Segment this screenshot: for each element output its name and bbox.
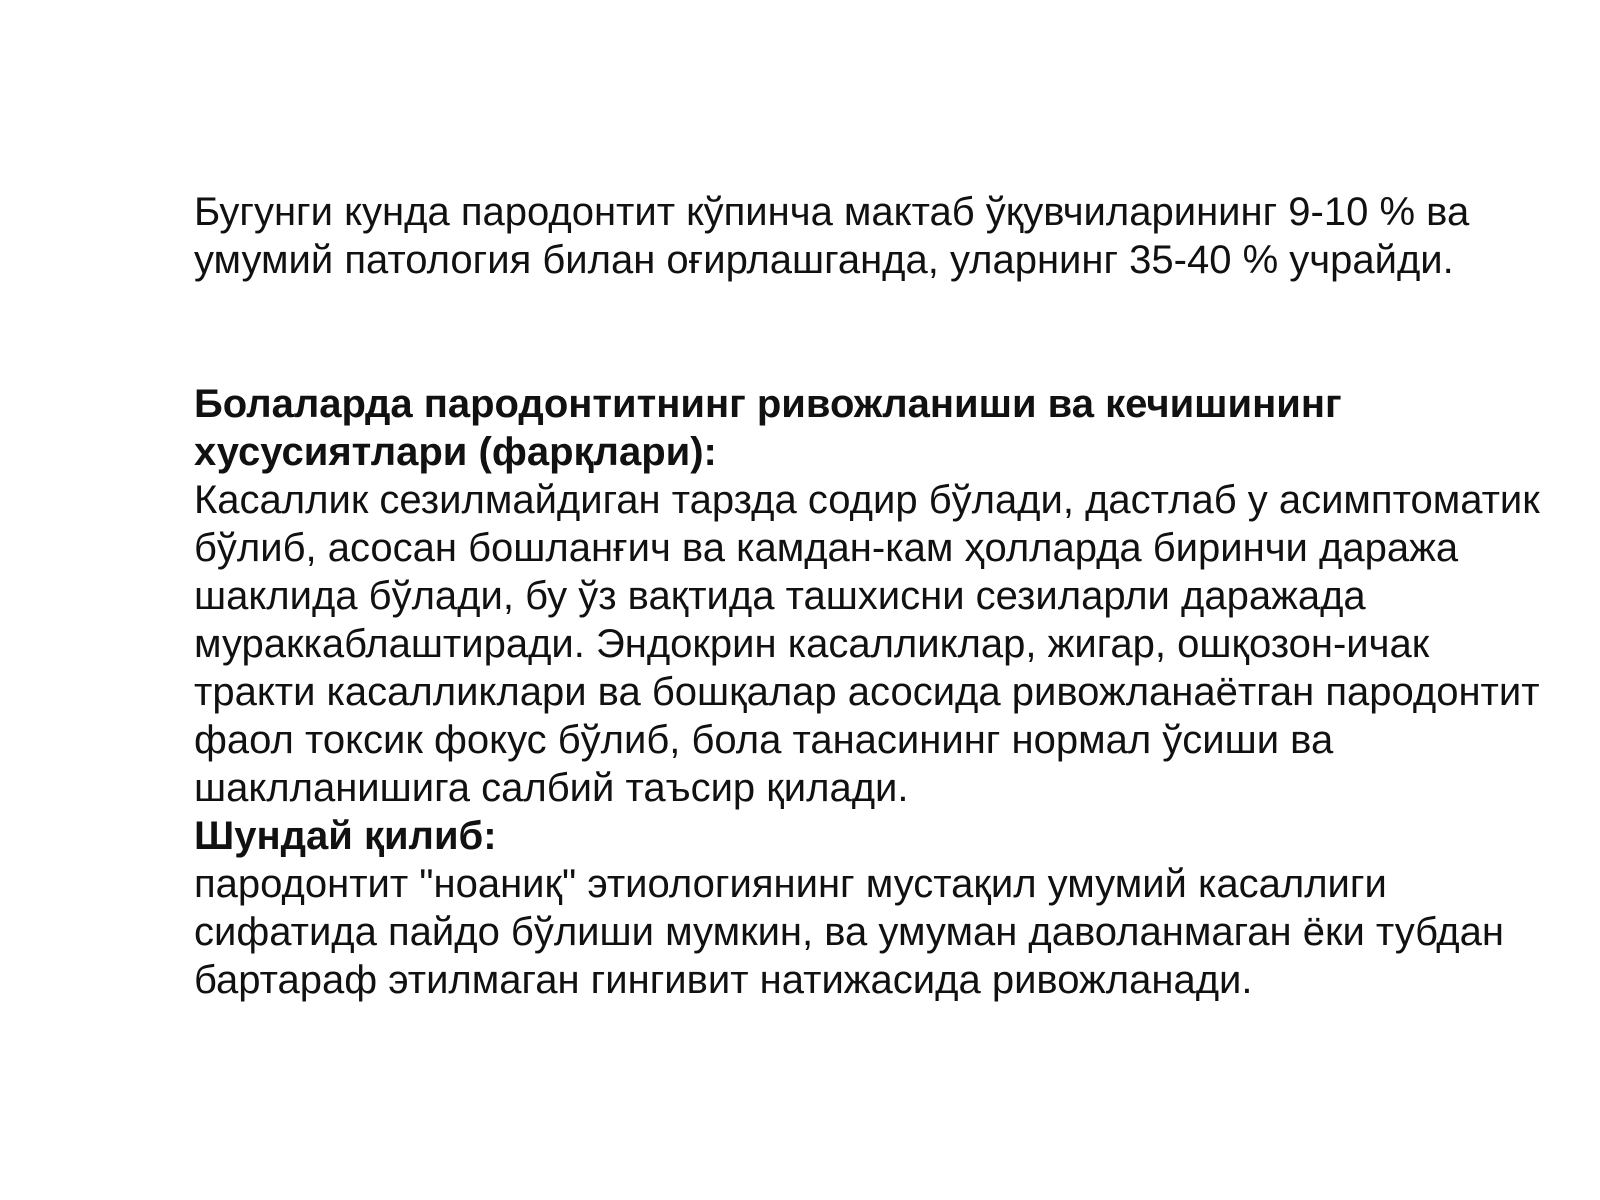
section-heading-conclusion: Шундай қилиб: [194,814,497,858]
section-heading-features: Болаларда пародонтитнинг ривожланиши ва кечишининг хусусиятлари (фарқлари): [194,382,1342,474]
slide-content [194,188,1544,1004]
spacer [194,284,1544,380]
intro-paragraph: Бугунги кунда пародонтит кўпинча мактаб ўқувчиларининг 9-10 % ва умумий патология билан оғирлашганда, уларнинг 35-40 % учрайди. [194,190,1470,282]
section-body-conclusion: пародонтит "ноаниқ" этиологиянинг мустақил умумий касаллиги сифатида пайдо бўлиши мумкин, ва умуман даволанмаган ёки тубдан бартараф этилмаган гингивит натижасида ривожланади. [194,862,1504,1002]
section-body-features: Касаллик сезилмайдиган тарзда содир бўлади, дастлаб у асимптоматик бўлиб, асосан бошланғич ва камдан-кам ҳолларда биринчи даража шаклида бўлади, бу ўз вақтида ташхисни сезиларли даражада мураккаблаштиради. Эндокрин касалликлар, жигар, ошқозон-ичак тракти касалликлари ва бошқалар асосида ривожланаётган пародонтит фаол токсик фокус бўлиб, бола танасининг нормал ўсиши ва шаклланишига салбий таъсир қилади. [194,478,1540,810]
